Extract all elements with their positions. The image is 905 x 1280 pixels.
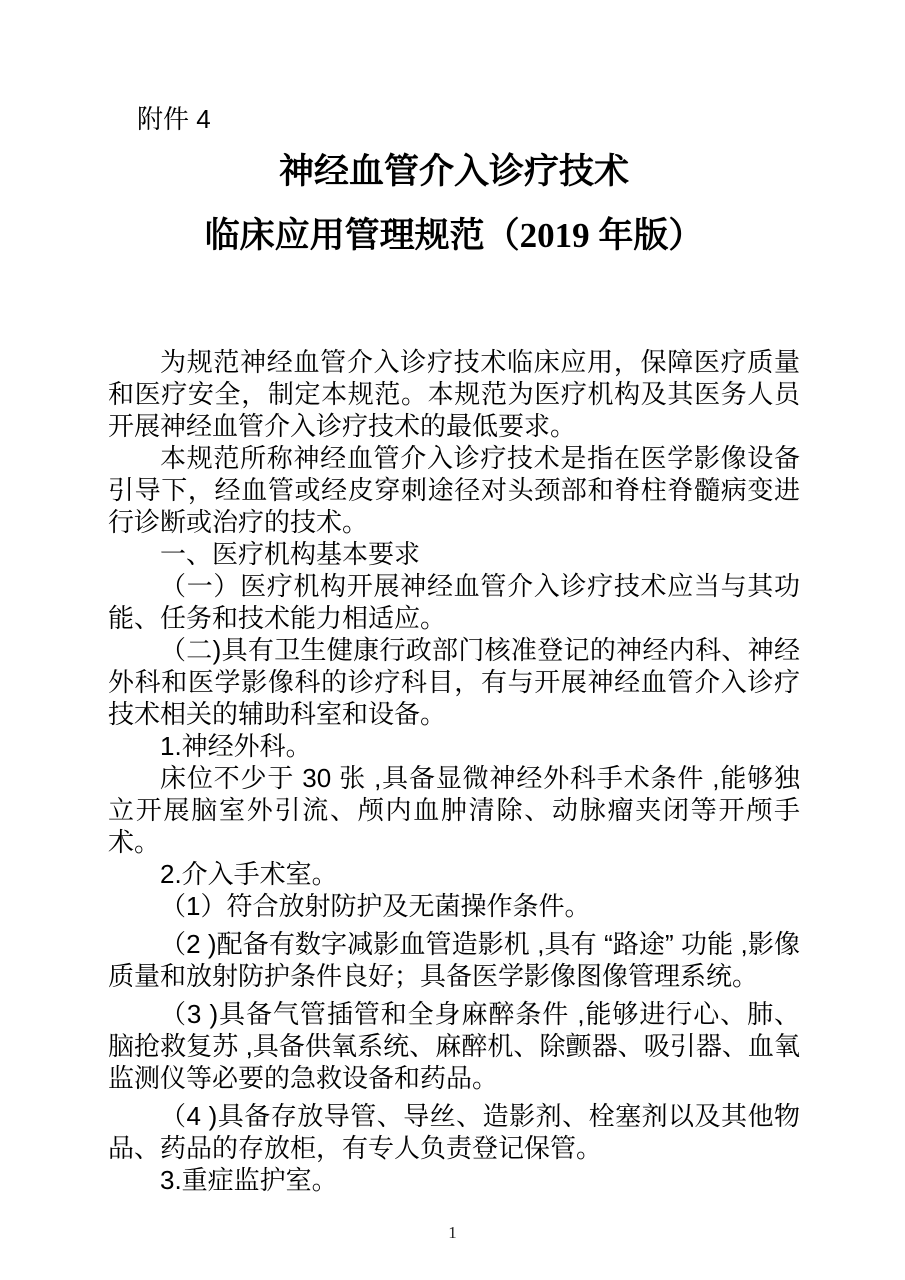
paragraph: 本规范所称神经血管介入诊疗技术是指在医学影像设备引导下，经血管或经皮穿刺途径对头颈部和脊柱脊髓病变进行诊断或治疗的技术。	[108, 443, 800, 537]
paragraph: （4 )具备存放导管、导丝、造影剂、栓塞剂以及其他物品、药品的存放柜，有专人负责登记保管。	[108, 1101, 800, 1163]
document-body	[108, 346, 800, 1196]
paragraph: （2 )配备有数字减影血管造影机 ,具有 “路途” 功能 ,影像质量和放射防护条件良好；具备医学影像图像管理系统。	[108, 929, 800, 991]
page-number: 1	[448, 1223, 457, 1242]
paragraph: （一）医疗机构开展神经血管介入诊疗技术应当与其功能、任务和技术能力相适应。	[108, 571, 800, 633]
paragraph: 1.神经外科。	[160, 731, 312, 761]
attachment-label: 附件 4	[137, 104, 211, 134]
paragraph: （3 )具备气管插管和全身麻醉条件 ,能够进行心、肺、脑抢救复苏 ,具备供氧系统、麻醉机、除颤器、吸引器、血氧监测仪等必要的急救设备和药品。	[108, 999, 800, 1093]
document-title-line1: 神经血管介入诊疗技术	[278, 152, 629, 191]
paragraph: （二)具有卫生健康行政部门核准登记的神经内科、神经外科和医学影像科的诊疗科目，有与开展神经血管介入诊疗技术相关的辅助科室和设备。	[108, 635, 800, 729]
paragraph: 为规范神经血管介入诊疗技术临床应用，保障医疗质量和医疗安全，制定本规范。本规范为医疗机构及其医务人员开展神经血管介入诊疗技术的最低要求。	[108, 347, 800, 441]
paragraph: 一、医疗机构基本要求	[160, 539, 421, 569]
paragraph: （1）符合放射防护及无菌操作条件。	[160, 891, 591, 921]
paragraph: 3.重症监护室。	[160, 1165, 338, 1195]
paragraph: 床位不少于 30 张 ,具备显微神经外科手术条件 ,能够独立开展脑室外引流、颅内血肿清除、动脉瘤夹闭等开颅手术。	[108, 763, 800, 857]
document-title-line2: 临床应用管理规范（2019 年版）	[204, 216, 704, 255]
paragraph: 2.介入手术室。	[160, 859, 338, 889]
